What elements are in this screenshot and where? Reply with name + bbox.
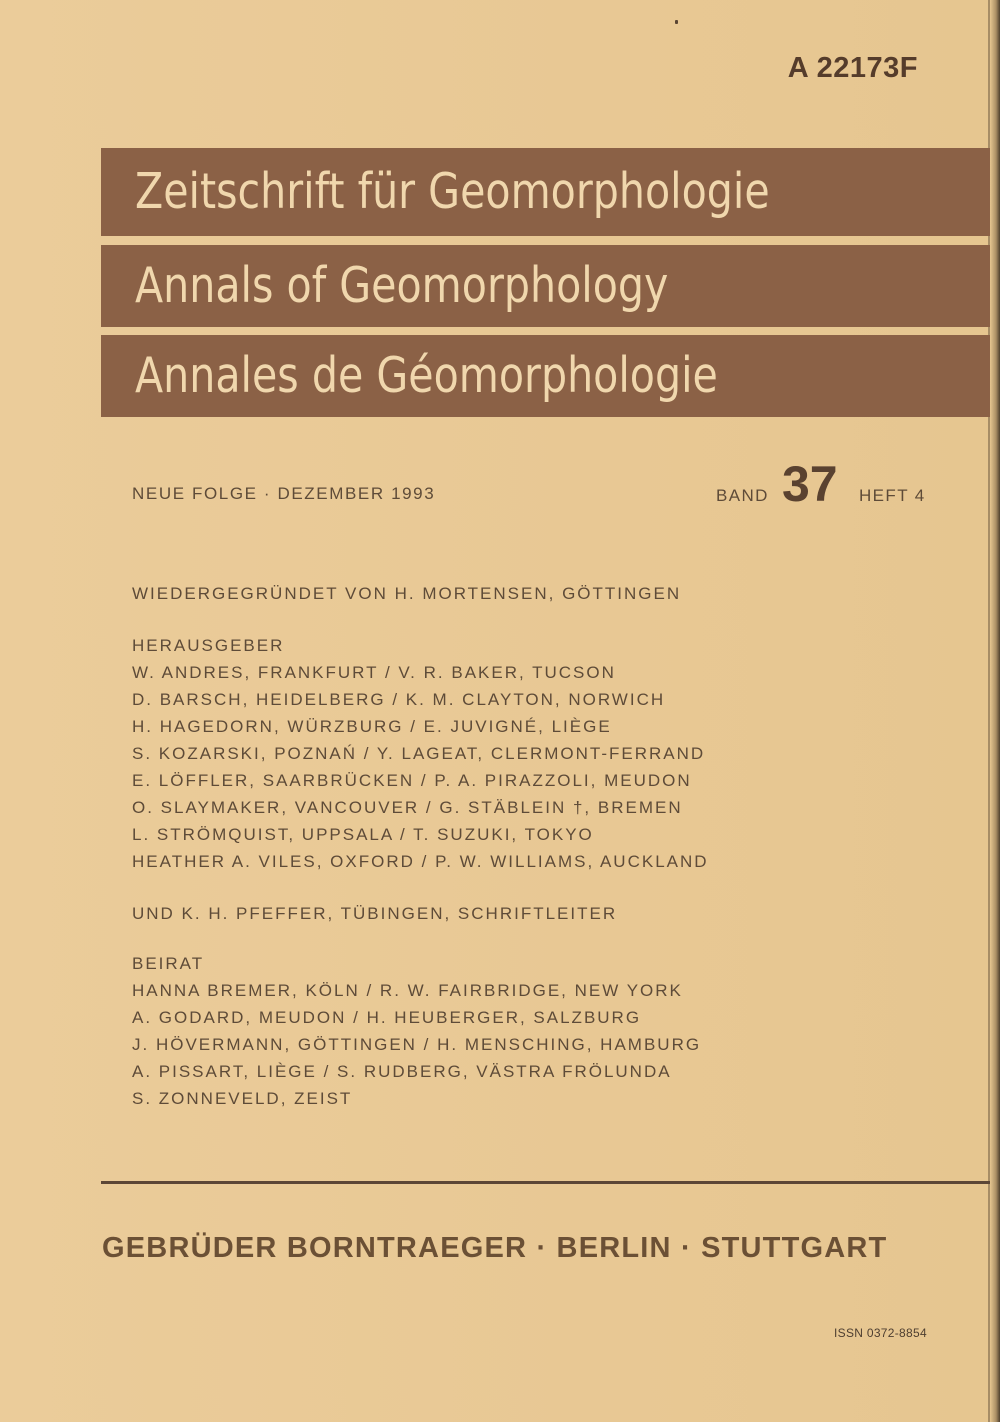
advisory-line: A. PISSART, LIÈGE / S. RUDBERG, VÄSTRA FRÖLUNDA (132, 1062, 672, 1081)
volume-label: BAND (716, 486, 769, 505)
issue-date: NEUE FOLGE · DEZEMBER 1993 (132, 484, 436, 503)
managing-editor: UND K. H. PFEFFER, TÜBINGEN, SCHRIFTLEITER (132, 904, 618, 923)
editor-line: E. LÖFFLER, SAARBRÜCKEN / P. A. PIRAZZOLI, MEUDON (132, 771, 692, 790)
title-band-german (101, 148, 990, 236)
founder-line: WIEDERGEGRÜNDET VON H. MORTENSEN, GÖTTINGEN (132, 584, 682, 603)
editor-line: HEATHER A. VILES, OXFORD / P. W. WILLIAMS, AUCKLAND (132, 852, 709, 871)
editor-line: H. HAGEDORN, WÜRZBURG / E. JUVIGNÉ, LIÈGE (132, 717, 612, 736)
editor-line: O. SLAYMAKER, VANCOUVER / G. STÄBLEIN †, BREMEN (132, 798, 683, 817)
editors-section (132, 632, 709, 875)
title-french: Annales de Géomorphologie (135, 347, 718, 404)
title-german: Zeitschrift für Geomorphologie (135, 163, 770, 220)
advisory-section (132, 950, 701, 1112)
advisory-line: HANNA BREMER, KÖLN / R. W. FAIRBRIDGE, NEW YORK (132, 981, 683, 1000)
issue-number: HEFT 4 (859, 486, 926, 505)
volume-number: 37 (782, 456, 838, 512)
editor-line: L. STRÖMQUIST, UPPSALA / T. SUZUKI, TOKYO (132, 825, 594, 844)
advisory-line: J. HÖVERMANN, GÖTTINGEN / H. MENSCHING, HAMBURG (132, 1035, 702, 1054)
issn-number: ISSN 0372-8854 (834, 1326, 927, 1340)
print-speck (675, 20, 678, 24)
editors-heading: HERAUSGEBER (132, 636, 285, 655)
advisory-line: S. ZONNEVELD, ZEIST (132, 1089, 353, 1108)
catalog-code: A 22173F (787, 52, 918, 84)
page-edge-shadow (990, 0, 1000, 1422)
advisory-line: A. GODARD, MEUDON / H. HEUBERGER, SALZBURG (132, 1008, 642, 1027)
editor-line: D. BARSCH, HEIDELBERG / K. M. CLAYTON, NORWICH (132, 690, 666, 709)
divider-rule (101, 1181, 990, 1184)
title-band-english (101, 245, 990, 327)
editor-line: S. KOZARSKI, POZNAŃ / Y. LAGEAT, CLERMONT-FERRAND (132, 744, 706, 763)
editor-line: W. ANDRES, FRANKFURT / V. R. BAKER, TUCSON (132, 663, 616, 682)
advisory-heading: BEIRAT (132, 954, 205, 973)
title-english: Annals of Geomorphology (135, 257, 669, 314)
publisher-name: GEBRÜDER BORNTRAEGER · BERLIN · STUTTGART (102, 1232, 888, 1264)
title-band-french (101, 335, 990, 417)
